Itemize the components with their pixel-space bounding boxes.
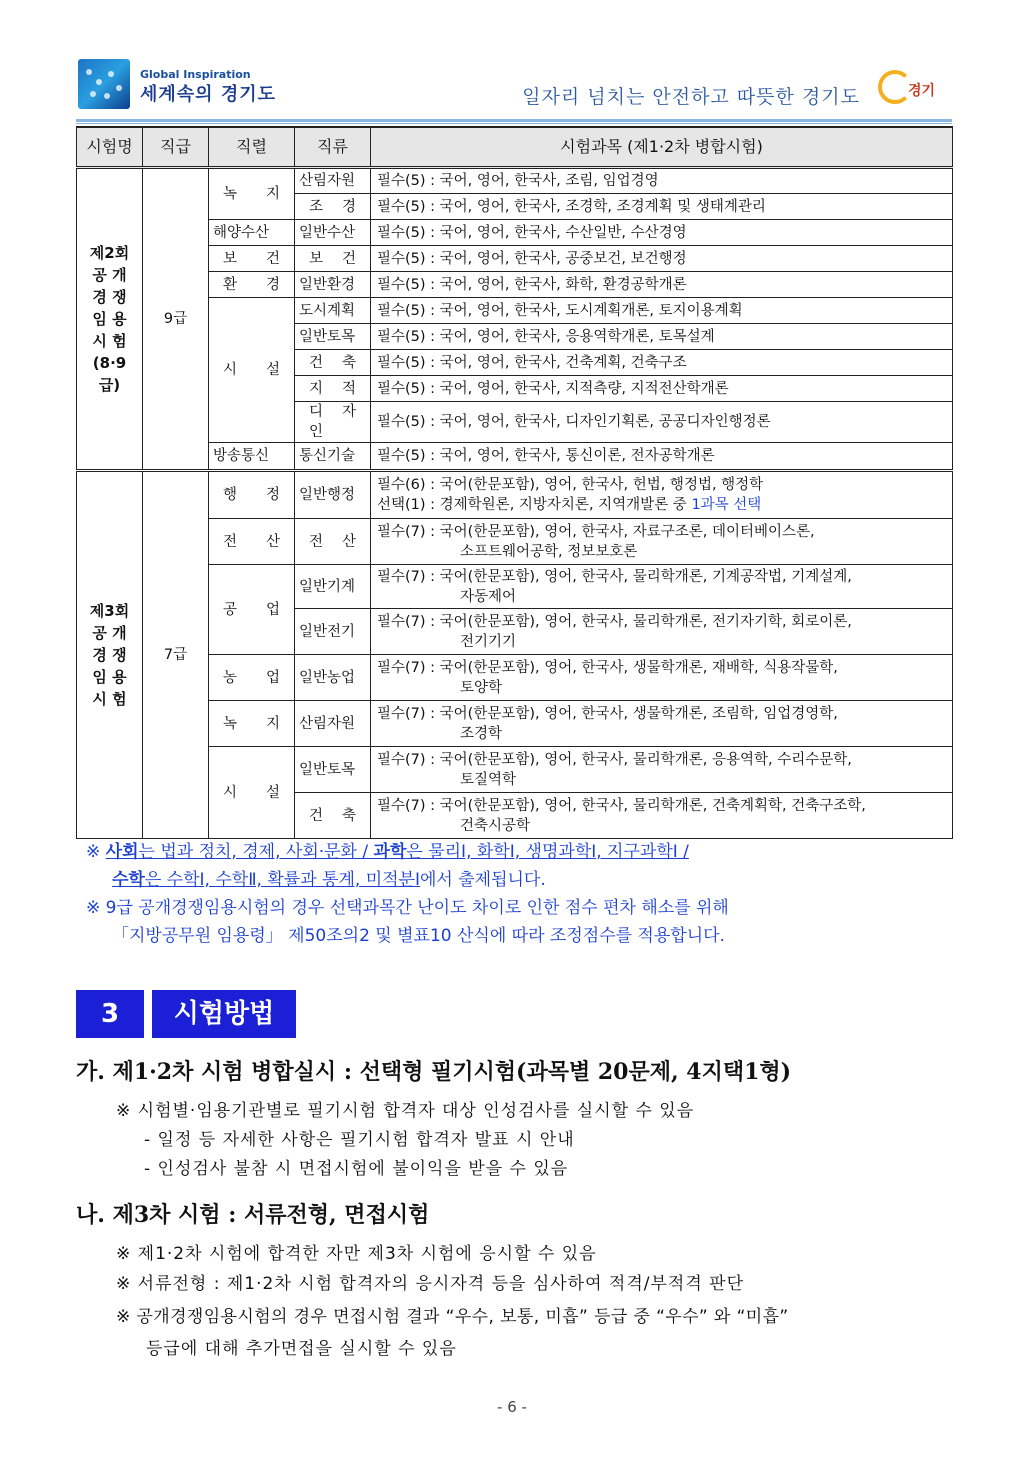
table-row (77, 168, 953, 194)
subjects-line: 필수(7) : 국어(한문포함), 영어, 한국사, 물리학개론, 기계공작법, 기계설계, (377, 568, 852, 585)
series-cell: 방송통신 (209, 443, 295, 471)
subjects-cell: 필수(5) : 국어, 영어, 한국사, 도시계획개론, 토지이용계획 (371, 298, 953, 324)
para-ga-line: - 일정 등 자세한 사항은 필기시험 합격자 발표 시 안내 (144, 1130, 575, 1150)
page-number: - 6 - (497, 1398, 527, 1416)
subjects-cell: 필수(5) : 국어, 영어, 한국사, 건축계획, 건축구조 (371, 350, 953, 376)
subjects-line-part: 선택(1) : 경제학원론, 지방자치론, 지역개발론 중 (377, 497, 692, 513)
series-cell: 시 설 (209, 747, 295, 839)
note-adjusted-score-cont: 「지방공무원 임용령」 제50조의2 및 별표10 산식에 따라 조정점수를 적용합니다. (112, 926, 725, 946)
table-row (77, 220, 953, 246)
table-header-row (77, 127, 953, 168)
header-slogan: 일자리 넘치는 안전하고 따뜻한 경기도 (522, 86, 860, 108)
col-header-grade: 직급 (143, 127, 209, 168)
table-row (77, 443, 953, 471)
para-na-line: ※ 공개경쟁임용시험의 경우 면접시험 결과 “우수, 보통, 미흡” 등급 중 “우수” 와 “미흡” (116, 1307, 789, 1327)
class-cell: 조 경 (295, 194, 371, 220)
gyeonggi-logo-icon (78, 59, 130, 109)
para-na-line: ※ 제1·2차 시험에 합격한 자만 제3차 시험에 응시할 수 있음 (116, 1244, 597, 1264)
series-cell: 보 건 (209, 246, 295, 272)
table-row (77, 565, 953, 609)
grade-cell: 9급 (143, 168, 209, 471)
subjects-line: 자동제어 (460, 588, 517, 605)
note-adjusted-score: ※ 9급 공개경쟁임용시험의 경우 선택과목간 난이도 차이로 인한 점수 편차 해소를 위해 (86, 898, 729, 918)
subjects-cell (371, 747, 953, 793)
subjects-line: 토질역학 (460, 771, 517, 788)
class-cell: 일반기계 (295, 565, 371, 609)
subjects-cell: 필수(5) : 국어, 영어, 한국사, 공중보건, 보건행정 (371, 246, 953, 272)
slogan-logo-text: 경기 (908, 83, 936, 99)
note-text: 는 법과 정치, 경제, 사회·문화 / (138, 842, 374, 862)
table-row (77, 519, 953, 565)
section-title: 시험방법 (152, 990, 296, 1038)
col-header-series: 직렬 (209, 127, 295, 168)
class-cell: 전 산 (295, 519, 371, 565)
table-row (77, 471, 953, 519)
logo-title: 세계속의 경기도 (140, 84, 276, 105)
para-na-line: 등급에 대해 추가면접을 실시할 수 있음 (146, 1339, 457, 1359)
elective-note: 1과목 선택 (691, 497, 762, 513)
note-math: 수학 (112, 870, 145, 890)
class-cell: 산림자원 (295, 701, 371, 747)
subjects-cell (371, 519, 953, 565)
subjects-cell: 필수(5) : 국어, 영어, 한국사, 수산일반, 수산경영 (371, 220, 953, 246)
class-cell: 건 축 (295, 350, 371, 376)
subjects-line: 필수(7) : 국어(한문포함), 영어, 한국사, 생물학개론, 조림학, 임업경영학, (377, 705, 838, 722)
exam-name-cell: 제3회 공 개 경 쟁 임 용 시 험 (77, 471, 143, 839)
class-cell: 일반환경 (295, 272, 371, 298)
class-cell: 일반행정 (295, 471, 371, 519)
series-cell: 행 정 (209, 471, 295, 519)
subjects-cell: 필수(5) : 국어, 영어, 한국사, 화학, 환경공학개론 (371, 272, 953, 298)
note-subjects (86, 838, 952, 866)
subjects-line: 필수(7) : 국어(한문포함), 영어, 한국사, 물리학개론, 응용역학, 수리수문학, (377, 751, 852, 768)
subjects-line (377, 495, 946, 515)
class-cell: 일반농업 (295, 655, 371, 701)
para-ga-line: - 인성검사 불참 시 면접시험에 불이익을 받을 수 있음 (144, 1159, 569, 1179)
table-row (77, 701, 953, 747)
header-divider (76, 119, 952, 122)
subjects-cell: 필수(5) : 국어, 영어, 한국사, 디자인기획론, 공공디자인행정론 (371, 402, 953, 443)
series-cell: 전 산 (209, 519, 295, 565)
table-row (77, 272, 953, 298)
subjects-cell (371, 609, 953, 655)
subjects-cell: 필수(5) : 국어, 영어, 한국사, 조경학, 조경계획 및 생태계관리 (371, 194, 953, 220)
subjects-line: 필수(7) : 국어(한문포함), 영어, 한국사, 생물학개론, 재배학, 식용작물학, (377, 659, 838, 676)
header-divider-thin (76, 123, 952, 124)
notes-block (86, 838, 952, 950)
section-number: 3 (76, 990, 144, 1038)
class-cell: 산림자원 (295, 168, 371, 194)
subjects-line: 전기기기 (460, 633, 517, 650)
class-cell: 통신기술 (295, 443, 371, 471)
para-na-heading: 나. 제3차 시험 : 서류전형, 면접시험 (76, 1202, 430, 1228)
col-header-exam: 시험명 (77, 127, 143, 168)
series-cell: 농 업 (209, 655, 295, 701)
col-header-class: 직류 (295, 127, 371, 168)
class-cell: 지 적 (295, 376, 371, 402)
subjects-line: 조경학 (460, 725, 503, 742)
subjects-line: 토양학 (460, 679, 503, 696)
subjects-line: 필수(7) : 국어(한문포함), 영어, 한국사, 자료구조론, 데이터베이스론, (377, 523, 815, 540)
note-text: 은 물리Ⅰ, 화학Ⅰ, 생명과학Ⅰ, 지구과학Ⅰ / (406, 842, 689, 862)
subjects-line: 필수(7) : 국어(한문포함), 영어, 한국사, 물리학개론, 전기자기학, 회로이론, (377, 613, 852, 630)
note-mark: ※ (86, 842, 101, 862)
subjects-line: 건축시공학 (460, 817, 531, 834)
subjects-cell: 필수(5) : 국어, 영어, 한국사, 통신이론, 전자공학개론 (371, 443, 953, 471)
class-cell: 일반토목 (295, 747, 371, 793)
note-text: 에서 출제됩니다. (419, 870, 546, 890)
subjects-cell: 필수(5) : 국어, 영어, 한국사, 지적측량, 지적전산학개론 (371, 376, 953, 402)
sun-icon (878, 70, 912, 104)
series-cell: 녹 지 (209, 168, 295, 220)
subjects-cell: 필수(5) : 국어, 영어, 한국사, 조림, 임업경영 (371, 168, 953, 194)
series-cell: 공 업 (209, 565, 295, 655)
series-cell: 해양수산 (209, 220, 295, 246)
table-row (77, 298, 953, 324)
class-cell: 일반전기 (295, 609, 371, 655)
subjects-cell (371, 471, 953, 519)
exam-name-cell: 제2회 공 개 경 쟁 임 용 시 험 (8·9급) (77, 168, 143, 471)
grade-cell: 7급 (143, 471, 209, 839)
class-cell: 디 자 인 (295, 402, 371, 443)
subjects-cell (371, 793, 953, 839)
series-cell: 환 경 (209, 272, 295, 298)
series-cell: 녹 지 (209, 701, 295, 747)
subjects-line: 필수(7) : 국어(한문포함), 영어, 한국사, 물리학개론, 건축계획학, 건축구조학, (377, 797, 866, 814)
para-na-line: ※ 서류전형 : 제1·2차 시험 합격자의 응시자격 등을 심사하여 적격/부적격 판단 (116, 1274, 745, 1294)
para-ga-line: ※ 시험별·임용기관별로 필기시험 합격자 대상 인성검사를 실시할 수 있음 (116, 1101, 695, 1121)
series-cell: 시 설 (209, 298, 295, 443)
subjects-line: 소프트웨어공학, 정보보호론 (460, 543, 638, 560)
note-science: 과학 (373, 842, 407, 862)
subjects-cell (371, 701, 953, 747)
exam-subjects-table (76, 126, 953, 839)
table-row (77, 747, 953, 793)
class-cell: 일반수산 (295, 220, 371, 246)
subjects-cell: 필수(5) : 국어, 영어, 한국사, 응용역학개론, 토목설계 (371, 324, 953, 350)
class-cell: 일반토목 (295, 324, 371, 350)
slogan-logo (872, 64, 948, 108)
class-cell: 건 축 (295, 793, 371, 839)
subjects-line: 필수(6) : 국어(한문포함), 영어, 한국사, 헌법, 행정법, 행정학 (377, 477, 764, 493)
class-cell: 도시계획 (295, 298, 371, 324)
note-subjects-cont (86, 866, 952, 894)
note-text: 은 수학Ⅰ, 수학Ⅱ, 확률과 통계, 미적분Ⅰ (144, 870, 420, 890)
subjects-cell (371, 565, 953, 609)
note-social: 사회 (105, 842, 139, 862)
table-row (77, 246, 953, 272)
para-ga-heading: 가. 제1·2차 시험 병합실시 : 선택형 필기시험(과목별 20문제, 4지택1형) (76, 1059, 792, 1085)
col-header-subjects: 시험과목 (제1·2차 병합시험) (371, 127, 953, 168)
class-cell: 보 건 (295, 246, 371, 272)
logo-subtitle: Global Inspiration (140, 68, 251, 81)
subjects-cell (371, 655, 953, 701)
page-header (76, 56, 952, 118)
table-row (77, 655, 953, 701)
